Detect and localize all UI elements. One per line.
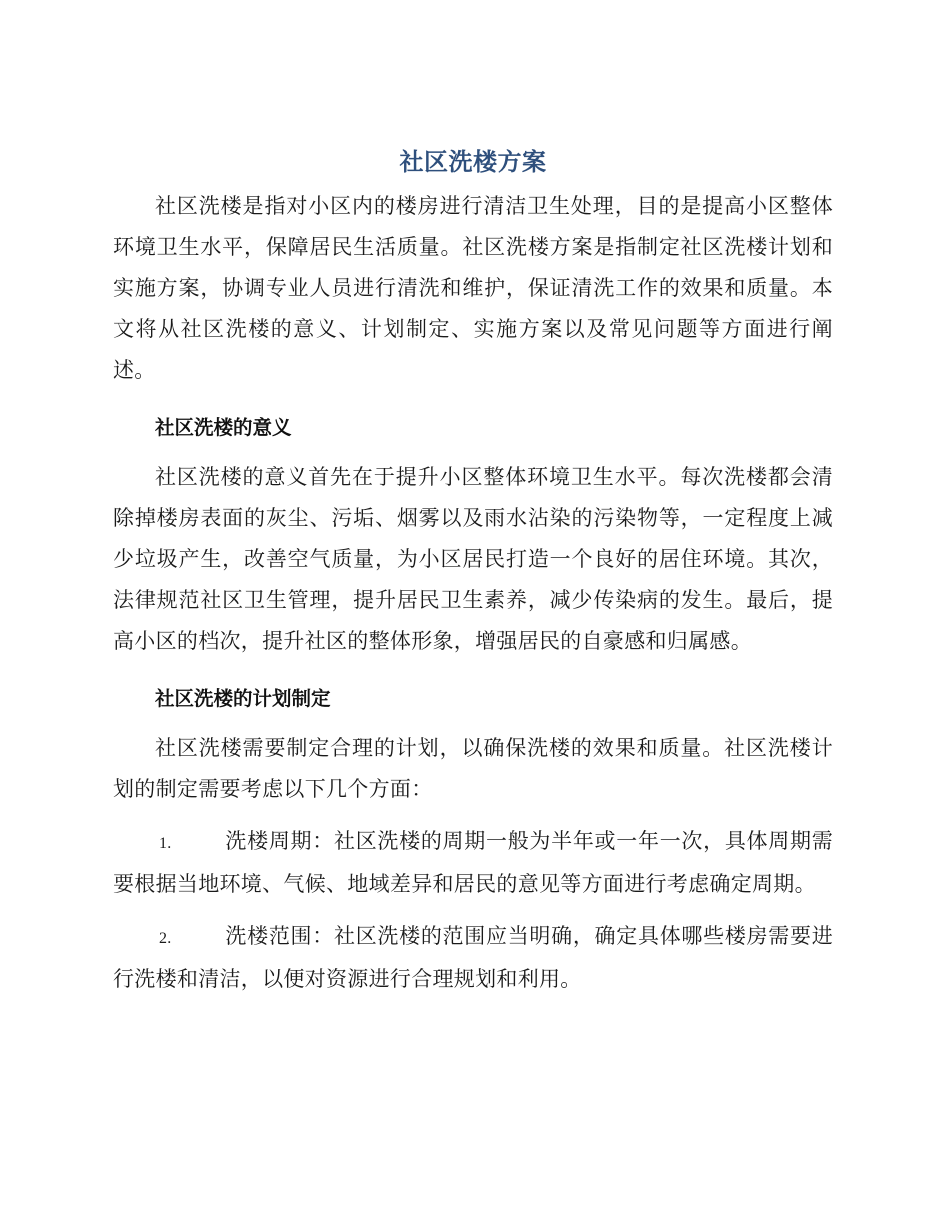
spacer — [113, 810, 833, 821]
section-body-planning: 社区洗楼需要制定合理的计划，以确保洗楼的效果和质量。社区洗楼计划的制定需要考虑以下几个方面： — [113, 736, 833, 801]
section-heading-planning: 社区洗楼的计划制定 — [155, 687, 331, 710]
section-heading-significance: 社区洗楼的意义 — [155, 416, 292, 439]
spacer — [113, 905, 833, 916]
spacer — [113, 391, 833, 400]
document-title: 社区洗楼方案 — [399, 148, 547, 176]
list-item-number: 1. — [159, 835, 172, 852]
list-item — [113, 821, 833, 905]
spacer — [113, 662, 833, 671]
section-body-significance: 社区洗楼的意义首先在于提升小区整体环境卫生水平。每次洗楼都会清除掉楼房表面的灰尘、污垢、烟雾以及雨水沾染的污染物等，一定程度上减少垃圾产生，改善空气质量，为小区居民打造一个良好的居住环境。其次，法律规范社区卫生管理，提升居民卫生素养，减少传染病的发生。最后，提高小区的档次，提升社区的整体形象，增强居民的自豪感和归属感。 — [113, 465, 833, 653]
list-item-text: 洗楼范围：社区洗楼的范围应当明确，确定具体哪些楼房需要进行洗楼和清洁，以便对资源进行合理规划和利用。 — [113, 924, 833, 991]
list-item-number: 2. — [159, 930, 172, 947]
list-item-text: 洗楼周期：社区洗楼的周期一般为半年或一年一次，具体周期需要根据当地环境、气候、地域差异和居民的意见等方面进行考虑确定周期。 — [113, 829, 833, 896]
intro-paragraph: 社区洗楼是指对小区内的楼房进行清洁卫生处理，目的是提高小区整体环境卫生水平，保障居民生活质量。社区洗楼方案是指制定社区洗楼计划和实施方案，协调专业人员进行清洗和维护，保证清洗工作的效果和质量。本文将从社区洗楼的意义、计划制定、实施方案以及常见问题等方面进行阐述。 — [113, 194, 833, 382]
document-content — [113, 140, 833, 1000]
list-item — [113, 916, 833, 1000]
